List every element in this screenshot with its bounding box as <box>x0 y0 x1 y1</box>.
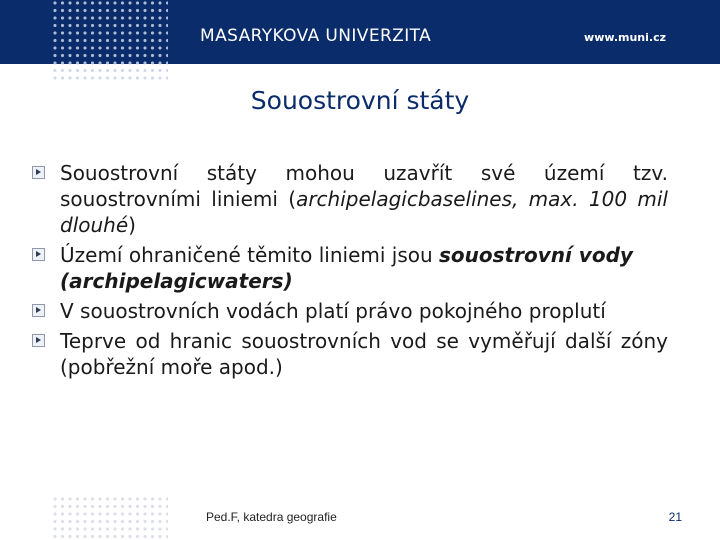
bullet-item <box>60 160 668 238</box>
bullet-text: Území ohraničené těmito liniemi jsou <box>60 243 440 267</box>
slide-content <box>60 160 668 384</box>
arrow-square-icon <box>32 334 45 347</box>
arrow-square-icon <box>32 166 45 179</box>
university-name: MASARYKOVA UNIVERZITA <box>200 26 432 46</box>
dot-grid-icon <box>52 496 168 540</box>
slide-title: Souostrovní státy <box>250 86 470 115</box>
page-number: 21 <box>668 510 682 524</box>
bullet-item <box>60 298 668 324</box>
bullet-text: V souostrovních vodách platí právo pokojného proplutí <box>60 299 606 323</box>
arrow-square-icon <box>32 304 45 317</box>
header-bar <box>0 0 720 64</box>
bullet-text-italic: archipelagicbaselines, max. 100 mil dlouhé <box>60 187 668 237</box>
bullet-item <box>60 242 668 294</box>
bullet-text: Souostrovní státy mohou uzavřít své území tzv. souostrovními liniemi ( <box>60 161 668 211</box>
bullet-text-emphasis: souostrovní vody (archipelagicwaters) <box>60 243 633 293</box>
arrow-square-icon <box>32 248 45 261</box>
bullet-item <box>60 328 668 380</box>
bullet-text: Teprve od hranic souostrovních vod se vyměřují další zóny (pobřežní moře apod.) <box>60 329 668 379</box>
footer-text: Ped.F, katedra geografie <box>206 510 337 524</box>
dot-grid-icon <box>52 0 168 80</box>
bullet-text: ) <box>128 213 136 237</box>
website-url: www.muni.cz <box>584 31 666 44</box>
